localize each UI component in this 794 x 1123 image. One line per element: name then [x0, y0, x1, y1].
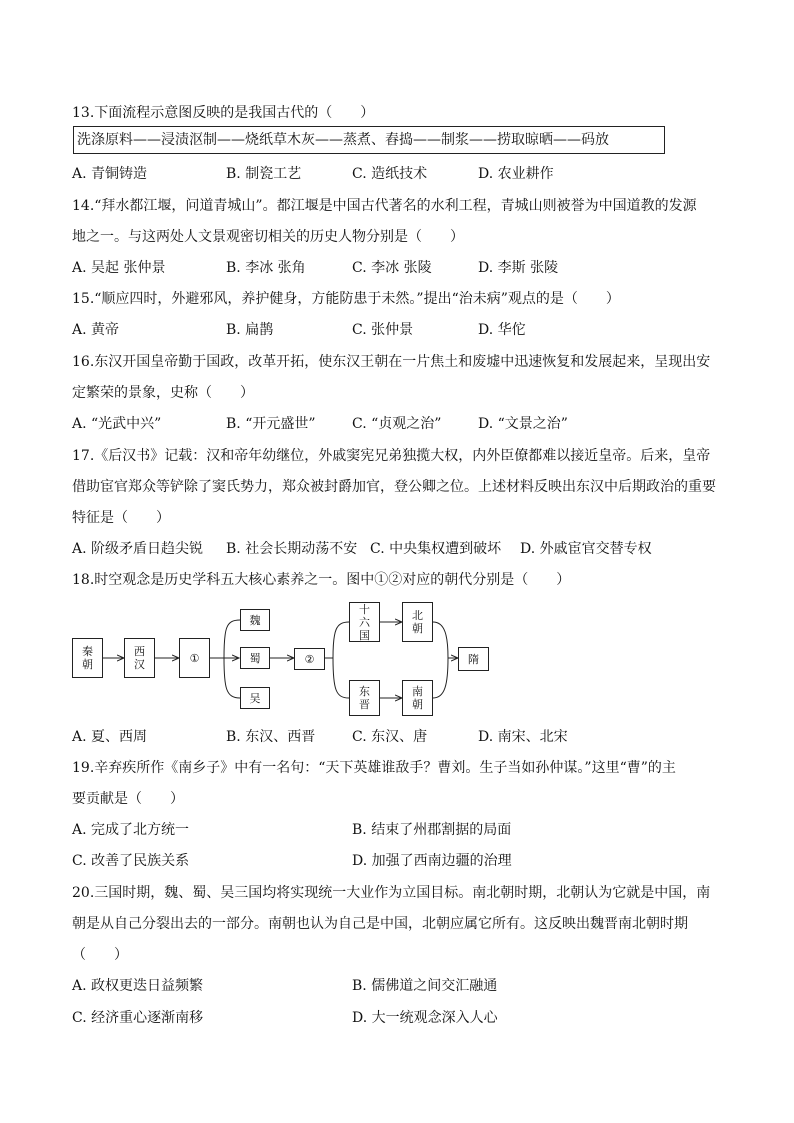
- q18-option-b: B. 东汉、西晋: [226, 729, 316, 745]
- q17-option-a: A. 阶级矛盾日趋尖锐: [72, 541, 204, 557]
- q19-stem-line-1: 19.辛弃疾所作《南乡子》中有一名句：“天下英雄谁敌手？曹刘。生子当如孙仲谋。”这里“曹”的主: [72, 760, 676, 776]
- node-sui: 隋: [458, 647, 489, 671]
- q20-option-c: C. 经济重心逐渐南移: [72, 1010, 204, 1026]
- q13-stem: 13.下面流程示意图反映的是我国古代的（ ）: [72, 105, 375, 121]
- q18-stem: 18.时空观念是历史学科五大核心素养之一。图中①②对应的朝代分别是（ ）: [72, 572, 571, 588]
- q17-option-c: C. 中央集权遭到破坏: [370, 541, 502, 557]
- q14-option-d: D. 李斯 张陵: [478, 260, 559, 276]
- q19-option-a: A. 完成了北方统一: [72, 822, 190, 838]
- q18-option-d: D. 南宋、北宋: [478, 729, 568, 745]
- q17-option-b: B. 社会长期动荡不安: [226, 541, 358, 557]
- node-wei: 魏: [240, 609, 270, 631]
- q19-stem-line-2: 要贡献是（ ）: [72, 791, 184, 807]
- q15-option-b: B. 扁鹊: [226, 322, 274, 338]
- q17-stem-line-1: 17.《后汉书》记载：汉和帝年幼继位，外戚窦宪兄弟独揽大权，内外臣僚都难以接近皇帝。后来，皇帝: [72, 448, 711, 464]
- node-qin: 秦朝: [72, 638, 103, 678]
- node-blank-1: ①: [179, 638, 210, 678]
- q14-stem-line-2: 地之一。与这两处人文景观密切相关的历史人物分别是（ ）: [72, 229, 464, 245]
- q19-option-d: D. 加强了西南边疆的治理: [352, 853, 512, 869]
- q14-option-c: C. 李冰 张陵: [352, 260, 432, 276]
- q15-stem: 15.“顺应四时，外避邪风，养护健身，方能防患于未然。”提出“治未病”观点的是（ ）: [72, 291, 620, 307]
- q16-stem-line-1: 16.东汉开国皇帝勤于国政，改革开拓，使东汉王朝在一片焦土和废墟中迅速恢复和发展起来，呈现出安: [72, 354, 711, 370]
- node-xihan: 西汉: [124, 638, 155, 678]
- q20-stem-line-3: （ ）: [72, 947, 128, 963]
- q15-option-a: A. 黄帝: [72, 322, 120, 338]
- q14-option-a: A. 吴起 张仲景: [72, 260, 166, 276]
- q13-option-d: D. 农业耕作: [478, 166, 554, 182]
- q13-flow-box: [73, 126, 665, 154]
- q14-stem-line-1: 14.“拜水都江堰，问道青城山”。都江堰是中国古代著名的水利工程，青城山则被誉为中国道教的发源: [72, 198, 697, 214]
- q15-option-c: C. 张仲景: [352, 322, 414, 338]
- q14-option-b: B. 李冰 张角: [226, 260, 306, 276]
- node-dongjin: 东晋: [349, 680, 380, 716]
- node-wu: 吴: [240, 687, 270, 709]
- q17-option-d: D. 外戚宦官交替专权: [520, 541, 652, 557]
- q13-option-c: C. 造纸技术: [352, 166, 428, 182]
- q17-stem-line-3: 特征是（ ）: [72, 510, 170, 526]
- q16-stem-line-2: 定繁荣的景象，史称（ ）: [72, 385, 254, 401]
- q17-stem-line-2: 借助宦官郑众等铲除了窦氏势力，郑众被封爵加官，登公卿之位。上述材料反映出东汉中后期政治的重要: [72, 479, 716, 495]
- q13-flow-text: 洗涤原料——浸渍沤制——烧纸草木灰——蒸煮、舂捣——制浆——捞取晾晒——码放: [77, 132, 609, 148]
- q16-option-d: D. “文景之治”: [478, 416, 568, 432]
- node-shiliuguo: 十六国: [349, 602, 380, 642]
- q20-option-a: A. 政权更迭日益频繁: [72, 978, 204, 994]
- q13-option-a: A. 青铜铸造: [72, 166, 148, 182]
- q18-option-c: C. 东汉、唐: [352, 729, 428, 745]
- q16-option-a: A. “光武中兴”: [72, 416, 162, 432]
- q16-option-b: B. “开元盛世”: [226, 416, 316, 432]
- node-beichao: 北朝: [402, 602, 433, 642]
- q16-option-c: C. “贞观之治”: [352, 416, 442, 432]
- q19-option-b: B. 结束了州郡割据的局面: [352, 822, 512, 838]
- node-shu: 蜀: [240, 647, 270, 669]
- q20-stem-line-2: 朝是从自己分裂出去的一部分。南朝也认为自己是中国，北朝应属它所有。这反映出魏晋南北朝时期: [72, 916, 688, 932]
- node-nanchao: 南朝: [402, 680, 433, 716]
- q20-option-b: B. 儒佛道之间交汇融通: [352, 978, 498, 994]
- q20-stem-line-1: 20.三国时期，魏、蜀、吴三国均将实现统一大业作为立国目标。南北朝时期，北朝认为它就是中国，南: [72, 885, 711, 901]
- q19-option-c: C. 改善了民族关系: [72, 853, 190, 869]
- node-blank-2: ②: [294, 648, 325, 670]
- q20-option-d: D. 大一统观念深入人心: [352, 1010, 498, 1026]
- q13-option-b: B. 制瓷工艺: [226, 166, 302, 182]
- q15-option-d: D. 华佗: [478, 322, 526, 338]
- q18-option-a: A. 夏、西周: [72, 729, 148, 745]
